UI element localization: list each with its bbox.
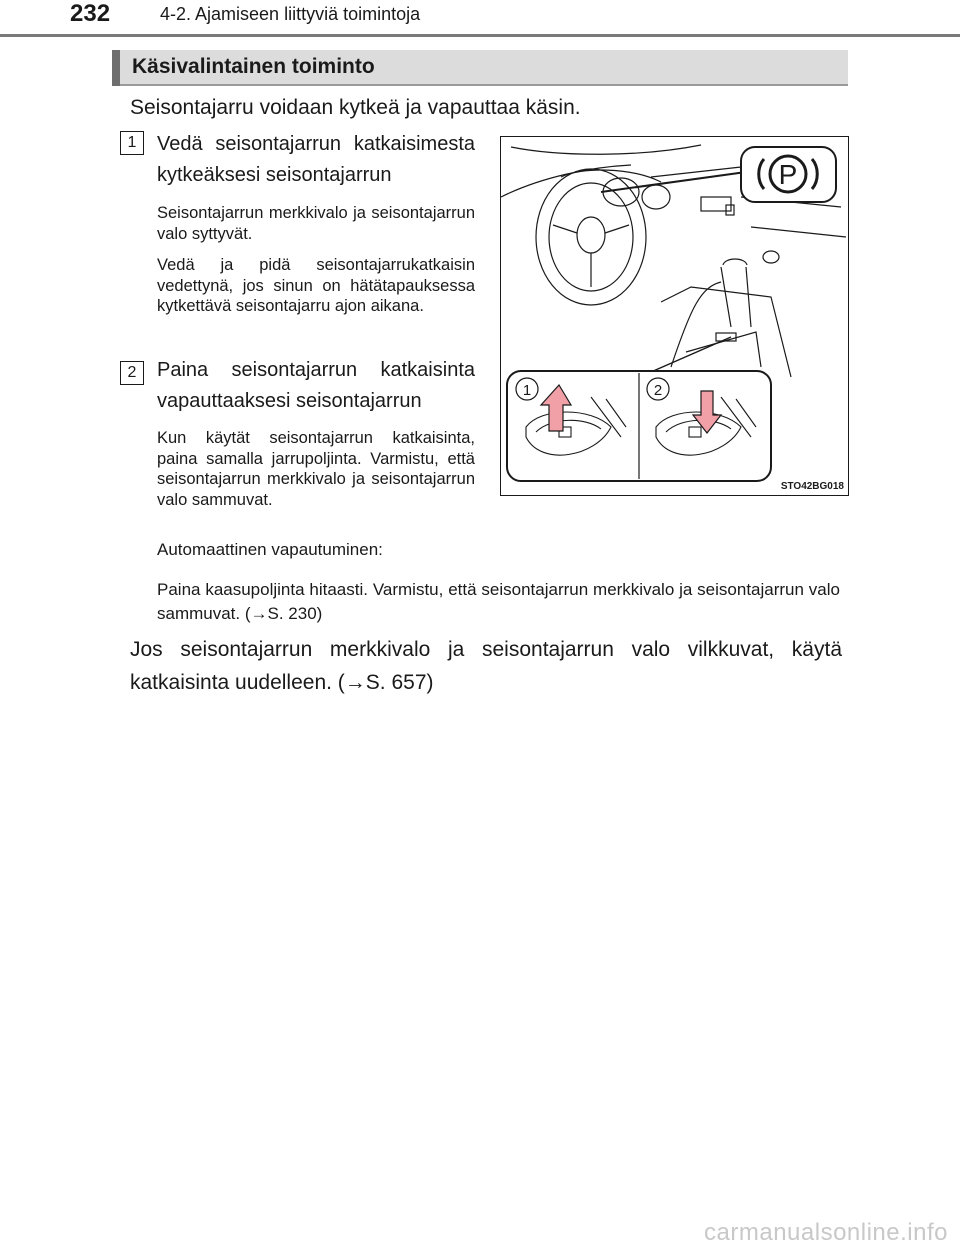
section-heading-bar bbox=[112, 50, 848, 86]
step-1-number: 1 bbox=[120, 131, 144, 155]
callout-1-number: 1 bbox=[522, 382, 532, 399]
step-1-note-2: Vedä ja pidä seisontajarrukatkaisin vedettynä, jos sinun on hätätapauksessa kytkettävä seisontajarru ajon aikana. bbox=[157, 256, 475, 315]
step-1-note-1: Seisontajarrun merkkivalo ja seisontajarrun valo syttyvät. bbox=[157, 204, 475, 243]
page-number: 232 bbox=[70, 0, 111, 27]
parking-brake-figure bbox=[500, 136, 849, 496]
step-2-note-1: Kun käytät seisontajarrun katkaisinta, paina samalla jarrupoljinta. Varmistu, että seisontajarrun merkkivalo ja seisontajarrun valo sammuvat. bbox=[157, 429, 475, 509]
section-accent bbox=[112, 50, 120, 86]
figure-illustration bbox=[501, 137, 848, 495]
callout-2-number: 2 bbox=[653, 382, 663, 399]
indicator-letter: P bbox=[778, 159, 798, 190]
chapter-title: 4-2. Ajamiseen liittyviä toimintoja bbox=[160, 4, 421, 24]
header-rule bbox=[0, 34, 960, 37]
final-instruction-text: Jos seisontajarrun merkkivalo ja seisontajarrun valo vilkkuvat, käytä katkaisinta uudelleen. (→S. 657) bbox=[130, 638, 842, 694]
watermark: carmanualsonline.info bbox=[704, 1219, 948, 1246]
figure-code: STO42BG018 bbox=[780, 481, 844, 492]
auto-release-label: Automaattinen vapautuminen: bbox=[157, 540, 383, 559]
section-title: Käsivalintainen toiminto bbox=[132, 55, 375, 78]
step-2-heading: Paina seisontajarrun katkaisinta vapauttaaksesi seisontajarrun bbox=[157, 359, 475, 412]
step-1-heading: Vedä seisontajarrun katkaisimesta kytkeäksesi seisontajarrun bbox=[157, 133, 475, 186]
intro-text: Seisontajarru voidaan kytkeä ja vapauttaa käsin. bbox=[130, 96, 581, 119]
page-header bbox=[0, 0, 960, 40]
auto-release-text: Paina kaasupoljinta hitaasti. Varmistu, että seisontajarrun merkkivalo ja seisontajarrun valo sammuvat. (→S. 230) bbox=[157, 580, 840, 623]
step-2-number: 2 bbox=[120, 361, 144, 385]
